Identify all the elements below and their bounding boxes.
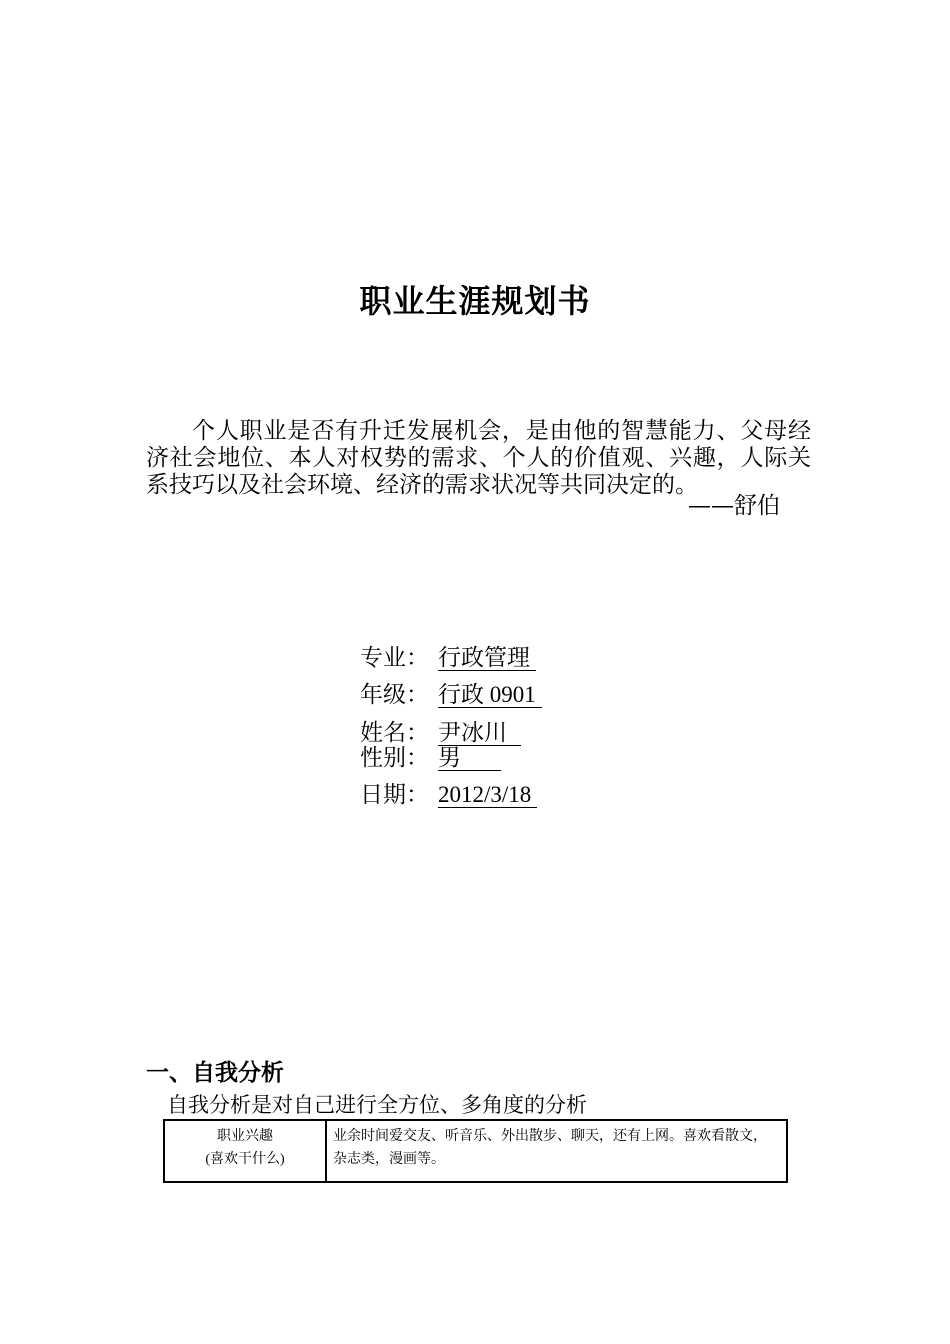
info-row-grade xyxy=(360,682,542,709)
epigraph-quote: 个人职业是否有升迁发展机会，是由他的智慧能力、父母经济社会地位、本人对权势的需求、个人的价值观、兴趣，人际关系技巧以及社会环境、经济的需求状况等共同决定的。 xyxy=(146,418,811,498)
date-label: 日期： xyxy=(360,782,429,808)
document-title: 职业生涯规划书 xyxy=(359,282,591,320)
epigraph-attribution: ——舒伯 xyxy=(688,493,780,519)
table-row-content: 业余时间爱交友、听音乐、外出散步、聊天，还有上网。喜欢看散文，杂志类，漫画等。 xyxy=(326,1120,787,1182)
name-label: 姓名： xyxy=(360,720,429,746)
info-row-name xyxy=(360,720,521,747)
section-intro: 自我分析是对自己进行全方位、多角度的分析 xyxy=(167,1093,587,1117)
gender-value: 男 xyxy=(438,746,501,771)
info-row-major xyxy=(360,645,536,672)
date-value: 2012/3/18 xyxy=(438,783,537,808)
info-row-gender xyxy=(360,745,501,772)
grade-value: 行政 0901 xyxy=(438,683,542,708)
row-label-line1: 职业兴趣 xyxy=(217,1129,273,1144)
table-row xyxy=(164,1120,787,1182)
name-value: 尹冰川 xyxy=(438,721,521,746)
self-analysis-table xyxy=(163,1119,788,1183)
major-value: 行政管理 xyxy=(438,646,536,671)
table-row-label xyxy=(164,1120,326,1182)
info-row-date xyxy=(360,782,537,809)
section-heading-self-analysis: 一、自我分析 xyxy=(146,1060,284,1086)
major-label: 专业： xyxy=(360,645,429,671)
grade-label: 年级： xyxy=(360,682,429,708)
gender-label: 性别： xyxy=(360,745,429,771)
row-label-line2: (喜欢干什么) xyxy=(205,1152,285,1167)
